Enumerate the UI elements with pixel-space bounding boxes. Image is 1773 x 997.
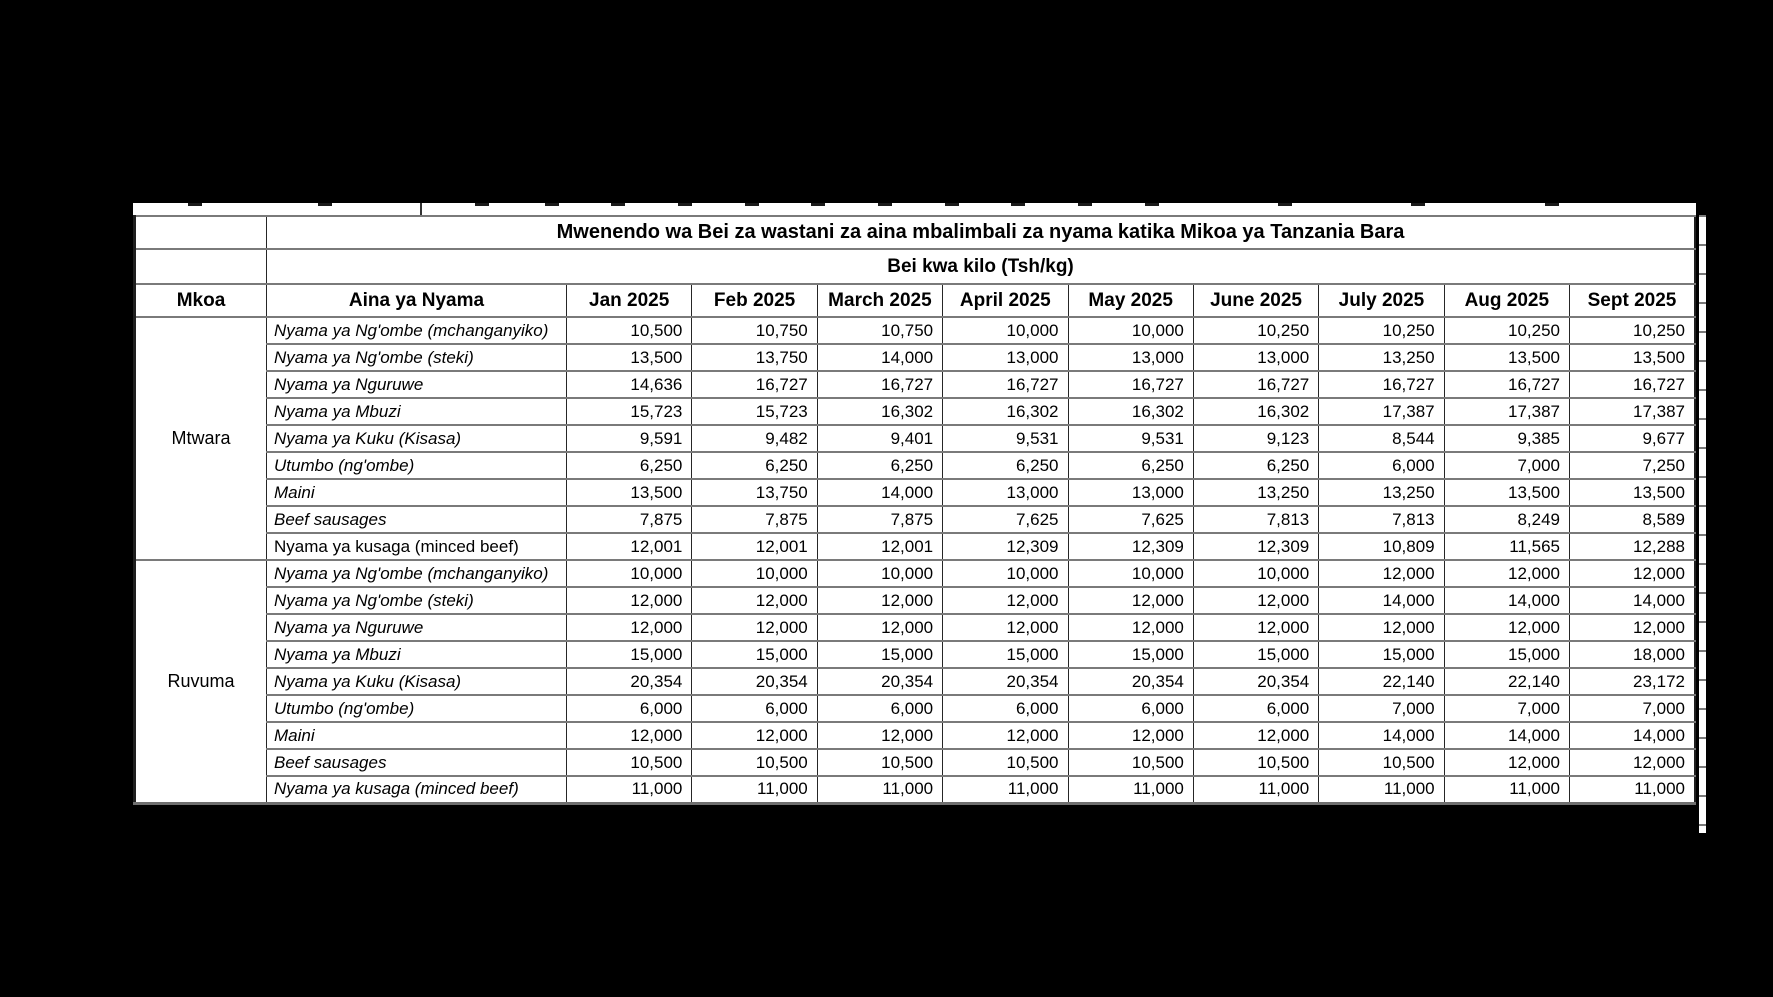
value-cell: 22,140 xyxy=(1444,668,1569,695)
month-header-cell: May 2025 xyxy=(1068,284,1193,317)
value-cell: 7,813 xyxy=(1193,506,1318,533)
value-cell: 13,000 xyxy=(943,479,1068,506)
value-cell: 9,591 xyxy=(567,425,692,452)
value-cell: 12,309 xyxy=(1068,533,1193,560)
table-row xyxy=(135,722,1696,749)
header-row xyxy=(135,284,1696,317)
value-cell: 14,000 xyxy=(1319,722,1444,749)
value-cell: 23,172 xyxy=(1570,668,1696,695)
value-cell: 14,000 xyxy=(817,479,942,506)
value-cell: 16,302 xyxy=(817,398,942,425)
value-cell: 12,001 xyxy=(817,533,942,560)
value-cell: 15,000 xyxy=(692,641,817,668)
value-cell: 8,544 xyxy=(1319,425,1444,452)
value-cell: 12,000 xyxy=(1444,749,1569,776)
value-cell: 6,250 xyxy=(1193,452,1318,479)
value-cell: 15,000 xyxy=(1444,641,1569,668)
table-row xyxy=(135,317,1696,344)
value-cell: 16,727 xyxy=(817,371,942,398)
value-cell: 11,000 xyxy=(1193,776,1318,803)
value-cell: 16,302 xyxy=(1068,398,1193,425)
value-cell: 10,250 xyxy=(1444,317,1569,344)
value-cell: 6,000 xyxy=(692,695,817,722)
item-cell: Nyama ya Ng'ombe (steki) xyxy=(267,344,567,371)
item-cell: Nyama ya Kuku (Kisasa) xyxy=(267,425,567,452)
item-column-header: Aina ya Nyama xyxy=(267,284,567,317)
value-cell: 6,250 xyxy=(1068,452,1193,479)
value-cell: 10,000 xyxy=(1193,560,1318,587)
table-row xyxy=(135,641,1696,668)
value-cell: 15,000 xyxy=(1319,641,1444,668)
value-cell: 15,000 xyxy=(567,641,692,668)
value-cell: 16,727 xyxy=(692,371,817,398)
value-cell: 10,500 xyxy=(943,749,1068,776)
value-cell: 9,401 xyxy=(817,425,942,452)
table-row xyxy=(135,533,1696,560)
value-cell: 20,354 xyxy=(817,668,942,695)
region-column-header: Mkoa xyxy=(135,284,267,317)
value-cell: 12,000 xyxy=(1319,614,1444,641)
value-cell: 13,250 xyxy=(1319,479,1444,506)
value-cell: 12,000 xyxy=(1068,614,1193,641)
crop-text-artifact xyxy=(611,203,625,206)
value-cell: 10,500 xyxy=(1319,749,1444,776)
item-cell: Utumbo (ng'ombe) xyxy=(267,452,567,479)
value-cell: 12,000 xyxy=(1444,560,1569,587)
value-cell: 15,000 xyxy=(1068,641,1193,668)
value-cell: 13,000 xyxy=(1068,344,1193,371)
value-cell: 12,000 xyxy=(1319,560,1444,587)
value-cell: 9,123 xyxy=(1193,425,1318,452)
price-table-container xyxy=(133,215,1696,805)
region-cell: Ruvuma xyxy=(135,560,267,803)
value-cell: 6,000 xyxy=(567,695,692,722)
value-cell: 7,875 xyxy=(567,506,692,533)
value-cell: 17,387 xyxy=(1319,398,1444,425)
value-cell: 6,250 xyxy=(943,452,1068,479)
table-row xyxy=(135,479,1696,506)
table-row xyxy=(135,398,1696,425)
month-header-cell: March 2025 xyxy=(817,284,942,317)
value-cell: 15,000 xyxy=(943,641,1068,668)
value-cell: 6,000 xyxy=(1193,695,1318,722)
value-cell: 10,500 xyxy=(692,749,817,776)
value-cell: 10,000 xyxy=(943,317,1068,344)
corner-cell xyxy=(135,216,267,249)
value-cell: 12,000 xyxy=(692,587,817,614)
value-cell: 10,250 xyxy=(1570,317,1696,344)
item-cell: Beef sausages xyxy=(267,506,567,533)
value-cell: 12,000 xyxy=(1193,587,1318,614)
value-cell: 10,000 xyxy=(1068,560,1193,587)
price-table xyxy=(133,215,1696,805)
table-row xyxy=(135,425,1696,452)
value-cell: 10,750 xyxy=(692,317,817,344)
month-header-cell: Jan 2025 xyxy=(567,284,692,317)
item-cell: Nyama ya Nguruwe xyxy=(267,371,567,398)
item-cell: Maini xyxy=(267,722,567,749)
value-cell: 10,250 xyxy=(1193,317,1318,344)
value-cell: 15,000 xyxy=(1193,641,1318,668)
month-header-cell: Aug 2025 xyxy=(1444,284,1569,317)
item-cell: Nyama ya Mbuzi xyxy=(267,398,567,425)
value-cell: 11,000 xyxy=(1444,776,1569,803)
table-row xyxy=(135,749,1696,776)
item-cell: Nyama ya Ng'ombe (mchanganyiko) xyxy=(267,317,567,344)
month-header-cell: Sept 2025 xyxy=(1570,284,1696,317)
crop-text-artifact xyxy=(945,203,959,206)
value-cell: 12,000 xyxy=(817,587,942,614)
value-cell: 6,250 xyxy=(817,452,942,479)
crop-text-artifact xyxy=(678,203,692,206)
value-cell: 10,809 xyxy=(1319,533,1444,560)
crop-text-artifact xyxy=(1411,203,1425,206)
crop-text-artifact xyxy=(318,203,332,206)
region-cell: Mtwara xyxy=(135,317,267,560)
value-cell: 15,000 xyxy=(817,641,942,668)
partial-next-column-sliver xyxy=(1699,215,1706,833)
value-cell: 9,531 xyxy=(943,425,1068,452)
table-row xyxy=(135,614,1696,641)
item-cell: Nyama ya Kuku (Kisasa) xyxy=(267,668,567,695)
value-cell: 16,727 xyxy=(943,371,1068,398)
crop-gridline-artifact xyxy=(420,203,422,215)
value-cell: 14,000 xyxy=(1444,722,1569,749)
price-table-head xyxy=(135,216,1696,317)
value-cell: 6,000 xyxy=(1068,695,1193,722)
value-cell: 12,000 xyxy=(1193,614,1318,641)
value-cell: 12,001 xyxy=(692,533,817,560)
value-cell: 13,500 xyxy=(1570,344,1696,371)
value-cell: 12,000 xyxy=(817,722,942,749)
table-row xyxy=(135,560,1696,587)
value-cell: 15,723 xyxy=(692,398,817,425)
value-cell: 11,000 xyxy=(1319,776,1444,803)
table-row xyxy=(135,506,1696,533)
value-cell: 16,727 xyxy=(1193,371,1318,398)
value-cell: 10,500 xyxy=(567,317,692,344)
value-cell: 16,727 xyxy=(1444,371,1569,398)
value-cell: 16,302 xyxy=(1193,398,1318,425)
title-row xyxy=(135,216,1696,249)
table-row xyxy=(135,344,1696,371)
value-cell: 20,354 xyxy=(943,668,1068,695)
value-cell: 13,500 xyxy=(1444,344,1569,371)
crop-text-artifact xyxy=(1545,203,1559,206)
value-cell: 10,500 xyxy=(567,749,692,776)
value-cell: 17,387 xyxy=(1444,398,1569,425)
table-title: Mwenendo wa Bei za wastani za aina mbalimbali za nyama katika Mikoa ya Tanzania Bara xyxy=(267,216,1696,249)
value-cell: 6,000 xyxy=(817,695,942,722)
value-cell: 9,482 xyxy=(692,425,817,452)
value-cell: 10,000 xyxy=(817,560,942,587)
item-cell: Utumbo (ng'ombe) xyxy=(267,695,567,722)
value-cell: 11,565 xyxy=(1444,533,1569,560)
value-cell: 12,309 xyxy=(1193,533,1318,560)
value-cell: 16,727 xyxy=(1570,371,1696,398)
value-cell: 7,000 xyxy=(1444,452,1569,479)
value-cell: 10,000 xyxy=(943,560,1068,587)
item-cell: Nyama ya Nguruwe xyxy=(267,614,567,641)
crop-text-artifact xyxy=(1078,203,1092,206)
value-cell: 12,000 xyxy=(1068,587,1193,614)
value-cell: 12,000 xyxy=(567,722,692,749)
value-cell: 14,000 xyxy=(1570,587,1696,614)
item-cell: Nyama ya kusaga (minced beef) xyxy=(267,533,567,560)
crop-text-artifact xyxy=(878,203,892,206)
value-cell: 12,000 xyxy=(1193,722,1318,749)
value-cell: 14,000 xyxy=(1444,587,1569,614)
value-cell: 12,001 xyxy=(567,533,692,560)
crop-text-artifact xyxy=(188,203,202,206)
value-cell: 12,000 xyxy=(1068,722,1193,749)
value-cell: 11,000 xyxy=(1068,776,1193,803)
value-cell: 7,813 xyxy=(1319,506,1444,533)
value-cell: 13,500 xyxy=(1570,479,1696,506)
value-cell: 7,250 xyxy=(1570,452,1696,479)
value-cell: 12,309 xyxy=(943,533,1068,560)
value-cell: 11,000 xyxy=(567,776,692,803)
value-cell: 13,500 xyxy=(567,344,692,371)
value-cell: 13,750 xyxy=(692,479,817,506)
value-cell: 7,000 xyxy=(1444,695,1569,722)
item-cell: Nyama ya kusaga (minced beef) xyxy=(267,776,567,803)
item-cell: Nyama ya Ng'ombe (mchanganyiko) xyxy=(267,560,567,587)
value-cell: 7,625 xyxy=(1068,506,1193,533)
table-row xyxy=(135,776,1696,803)
subtitle-row xyxy=(135,249,1696,284)
crop-text-artifact xyxy=(1278,203,1292,206)
value-cell: 17,387 xyxy=(1570,398,1696,425)
month-header-cell: Feb 2025 xyxy=(692,284,817,317)
item-cell: Beef sausages xyxy=(267,749,567,776)
value-cell: 10,750 xyxy=(817,317,942,344)
value-cell: 12,000 xyxy=(567,614,692,641)
value-cell: 14,636 xyxy=(567,371,692,398)
value-cell: 10,000 xyxy=(1068,317,1193,344)
value-cell: 9,531 xyxy=(1068,425,1193,452)
value-cell: 12,000 xyxy=(943,587,1068,614)
value-cell: 12,288 xyxy=(1570,533,1696,560)
value-cell: 16,727 xyxy=(1068,371,1193,398)
value-cell: 7,625 xyxy=(943,506,1068,533)
crop-text-artifact xyxy=(811,203,825,206)
value-cell: 10,250 xyxy=(1319,317,1444,344)
value-cell: 18,000 xyxy=(1570,641,1696,668)
value-cell: 11,000 xyxy=(817,776,942,803)
value-cell: 11,000 xyxy=(692,776,817,803)
value-cell: 12,000 xyxy=(1444,614,1569,641)
value-cell: 12,000 xyxy=(943,722,1068,749)
value-cell: 13,250 xyxy=(1193,479,1318,506)
value-cell: 14,000 xyxy=(1319,587,1444,614)
month-header-cell: July 2025 xyxy=(1319,284,1444,317)
value-cell: 13,500 xyxy=(1444,479,1569,506)
value-cell: 12,000 xyxy=(1570,614,1696,641)
table-subtitle: Bei kwa kilo (Tsh/kg) xyxy=(267,249,1696,284)
value-cell: 14,000 xyxy=(1570,722,1696,749)
value-cell: 20,354 xyxy=(1068,668,1193,695)
value-cell: 13,250 xyxy=(1319,344,1444,371)
value-cell: 7,000 xyxy=(1570,695,1696,722)
value-cell: 10,500 xyxy=(817,749,942,776)
value-cell: 8,249 xyxy=(1444,506,1569,533)
crop-text-artifact xyxy=(1145,203,1159,206)
value-cell: 10,000 xyxy=(692,560,817,587)
top-crop-strip xyxy=(133,203,1696,215)
value-cell: 10,500 xyxy=(1193,749,1318,776)
value-cell: 16,727 xyxy=(1319,371,1444,398)
value-cell: 6,250 xyxy=(567,452,692,479)
value-cell: 7,875 xyxy=(692,506,817,533)
value-cell: 15,723 xyxy=(567,398,692,425)
value-cell: 12,000 xyxy=(567,587,692,614)
value-cell: 12,000 xyxy=(1570,560,1696,587)
value-cell: 13,000 xyxy=(1193,344,1318,371)
crop-text-artifact xyxy=(745,203,759,206)
value-cell: 6,000 xyxy=(943,695,1068,722)
table-row xyxy=(135,587,1696,614)
crop-text-artifact xyxy=(475,203,489,206)
corner-cell xyxy=(135,249,267,284)
value-cell: 11,000 xyxy=(1570,776,1696,803)
value-cell: 22,140 xyxy=(1319,668,1444,695)
value-cell: 12,000 xyxy=(817,614,942,641)
value-cell: 20,354 xyxy=(567,668,692,695)
value-cell: 6,000 xyxy=(1319,452,1444,479)
value-cell: 8,589 xyxy=(1570,506,1696,533)
value-cell: 7,875 xyxy=(817,506,942,533)
value-cell: 12,000 xyxy=(943,614,1068,641)
value-cell: 12,000 xyxy=(692,614,817,641)
value-cell: 20,354 xyxy=(1193,668,1318,695)
value-cell: 13,000 xyxy=(943,344,1068,371)
month-header-cell: June 2025 xyxy=(1193,284,1318,317)
table-row xyxy=(135,695,1696,722)
table-row xyxy=(135,668,1696,695)
value-cell: 14,000 xyxy=(817,344,942,371)
value-cell: 12,000 xyxy=(692,722,817,749)
value-cell: 12,000 xyxy=(1570,749,1696,776)
item-cell: Maini xyxy=(267,479,567,506)
item-cell: Nyama ya Ng'ombe (steki) xyxy=(267,587,567,614)
value-cell: 13,000 xyxy=(1068,479,1193,506)
value-cell: 20,354 xyxy=(692,668,817,695)
item-cell: Nyama ya Mbuzi xyxy=(267,641,567,668)
crop-text-artifact xyxy=(545,203,559,206)
crop-text-artifact xyxy=(1011,203,1025,206)
value-cell: 9,385 xyxy=(1444,425,1569,452)
value-cell: 10,000 xyxy=(567,560,692,587)
value-cell: 7,000 xyxy=(1319,695,1444,722)
value-cell: 11,000 xyxy=(943,776,1068,803)
table-row xyxy=(135,452,1696,479)
value-cell: 16,302 xyxy=(943,398,1068,425)
value-cell: 13,500 xyxy=(567,479,692,506)
month-header-cell: April 2025 xyxy=(943,284,1068,317)
table-row xyxy=(135,371,1696,398)
price-table-body xyxy=(135,317,1696,803)
value-cell: 10,500 xyxy=(1068,749,1193,776)
value-cell: 13,750 xyxy=(692,344,817,371)
value-cell: 6,250 xyxy=(692,452,817,479)
value-cell: 9,677 xyxy=(1570,425,1696,452)
